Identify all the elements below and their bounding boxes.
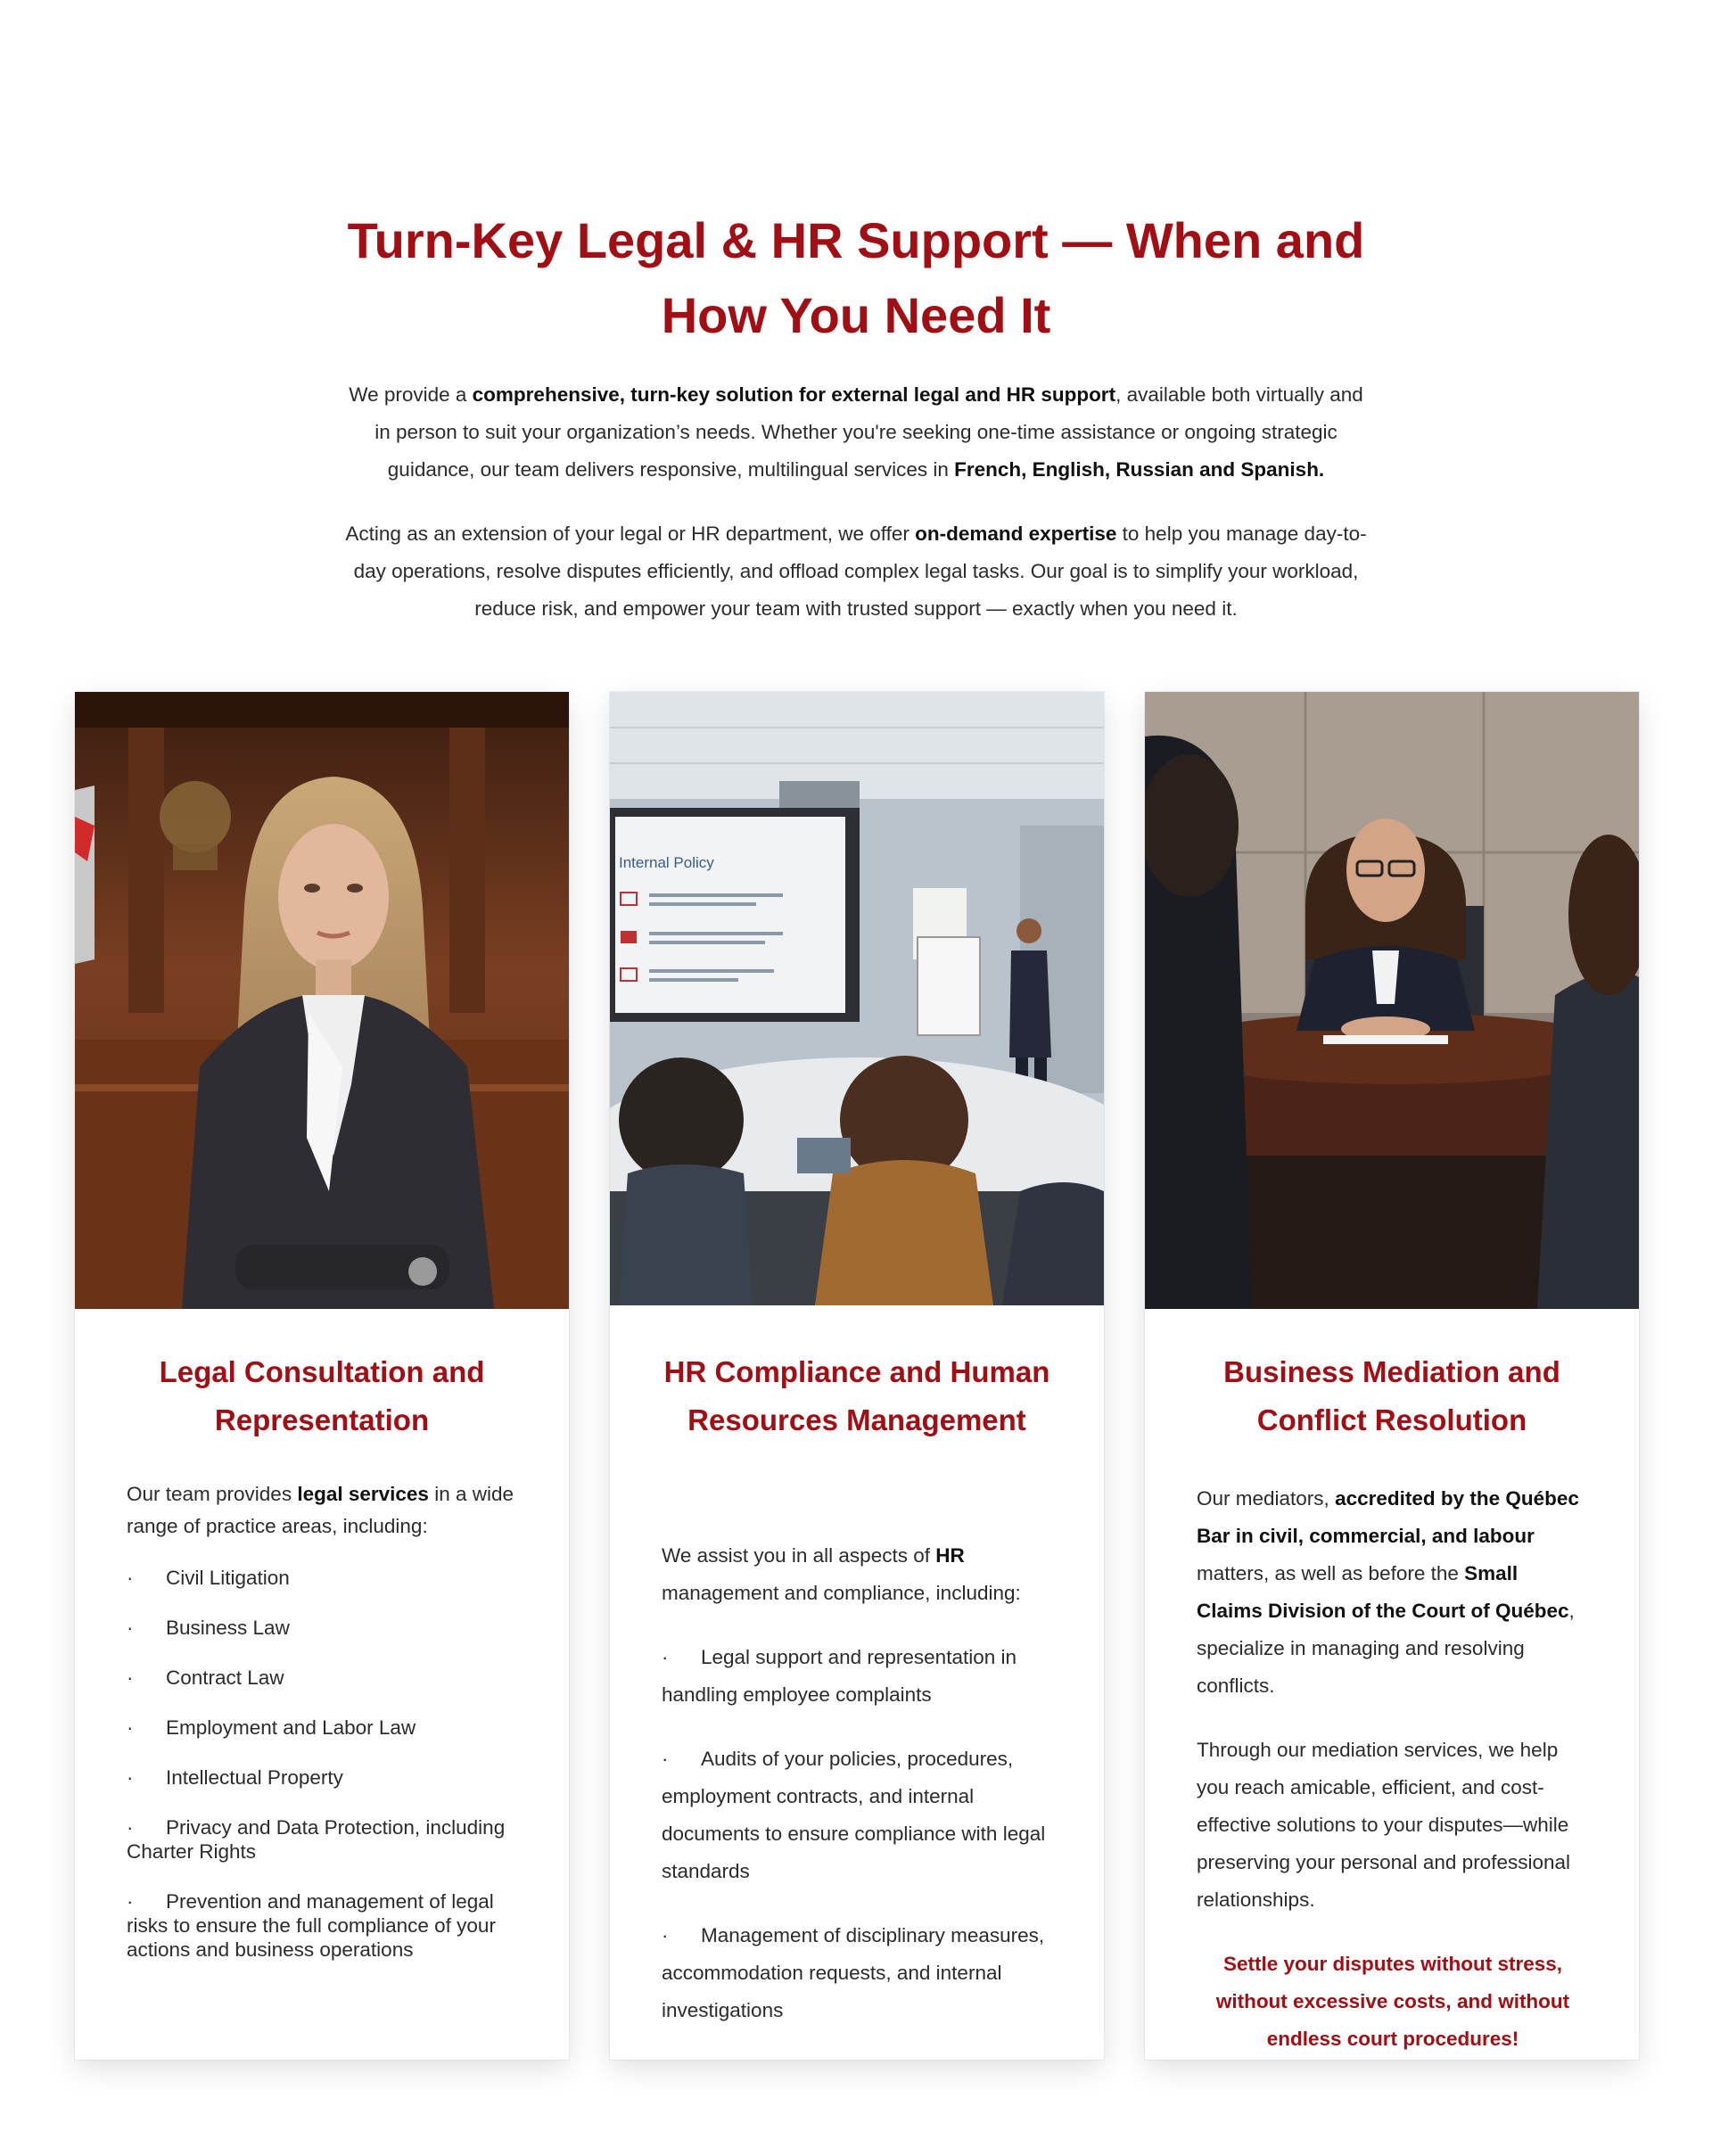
list-item: · Civil Litigation	[127, 1567, 290, 1589]
list-item: · Intellectual Property	[127, 1766, 343, 1789]
bullet-icon: ·	[662, 1748, 669, 1770]
bullet-icon: ·	[127, 1666, 134, 1689]
practice-areas-list	[127, 1566, 528, 1962]
card-title: Legal Consultation and Representation	[159, 1355, 485, 1436]
hr-training-image	[610, 692, 1104, 1305]
card-body	[1197, 1480, 1589, 2060]
card-body	[662, 1537, 1063, 2056]
screen-title: Internal Policy	[619, 854, 714, 871]
list-item: · Legal support and representation in handling employee complaints	[662, 1639, 1063, 1714]
list-item: · Employment and Labor Law	[127, 1716, 416, 1739]
bullet-icon: ·	[127, 1890, 134, 1913]
card-intro: Our team provides legal services in a wide range of practice areas, including:	[127, 1483, 514, 1537]
card-title: HR Compliance and Human Resources Management	[663, 1355, 1050, 1436]
list-item: · Management of disciplinary measures, accommodation requests, and internal investigations	[662, 1917, 1063, 2029]
lawyer-courtroom-image	[75, 692, 569, 1309]
list-item: · Prevention and management of legal risks to ensure the full compliance of your actions and business operations	[127, 1890, 496, 1961]
list-item: · Business Law	[127, 1617, 290, 1639]
list-item: · Privacy and Data Protection, including Charter Rights	[127, 1816, 506, 1863]
bullet-icon: ·	[662, 1646, 669, 1668]
card-intro: We assist you in all aspects of HR management and compliance, including:	[662, 1544, 1021, 1604]
service-card-legal	[75, 692, 569, 2060]
card-body	[127, 1478, 528, 1987]
card-intro: Our mediators, accredited by the Québec Bar in civil, commercial, and labour matters, as well as before the Small Claims Division of the Court of Québec, specialize in managing and resolving conflicts.	[1197, 1487, 1579, 1697]
card-title: Business Mediation and Conflict Resolution	[1223, 1355, 1560, 1436]
service-card-mediation	[1145, 692, 1639, 2060]
page-title: Turn-Key Legal & HR Support — When and How You Need It	[347, 212, 1365, 343]
bullet-icon: ·	[127, 1617, 134, 1639]
intro-paragraph-1: We provide a comprehensive, turn-key solution for external legal and HR support, available both virtually and in person to suit your organization’s needs. Whether you're seeking one-time assistance or ongoing strategic guidance, our team delivers responsive, multilingual services in French, English, Russian and Spanish.	[349, 383, 1363, 481]
intro-paragraph-2: Acting as an extension of your legal or HR department, we offer on-demand expertise to help you manage day-to-day operations, resolve disputes efficiently, and offload complex legal tasks. Our goal is to simplify your workload, reduce risk, and empower your team with trusted support — exactly when you need it.	[345, 523, 1367, 620]
card-tagline: Settle your disputes without stress, without excessive costs, and without endless court procedures!	[1215, 1953, 1570, 2050]
bullet-icon: ·	[127, 1716, 134, 1739]
bullet-icon: ·	[127, 1766, 134, 1789]
bullet-icon: ·	[127, 1816, 134, 1839]
list-item: · Contract Law	[127, 1666, 284, 1689]
mediation-meeting-image	[1145, 692, 1639, 1309]
bullet-icon: ·	[662, 1924, 669, 1946]
hr-services-list	[662, 1639, 1063, 2029]
service-card-hr	[610, 692, 1104, 2060]
list-item: · Audits of your policies, procedures, employment contracts, and internal documents to ensure compliance with legal standards	[662, 1740, 1063, 1890]
bullet-icon: ·	[127, 1567, 134, 1589]
card-paragraph: Through our mediation services, we help you reach amicable, efficient, and cost-effective solutions to your disputes—while preserving your personal and professional relationships.	[1197, 1739, 1570, 1911]
